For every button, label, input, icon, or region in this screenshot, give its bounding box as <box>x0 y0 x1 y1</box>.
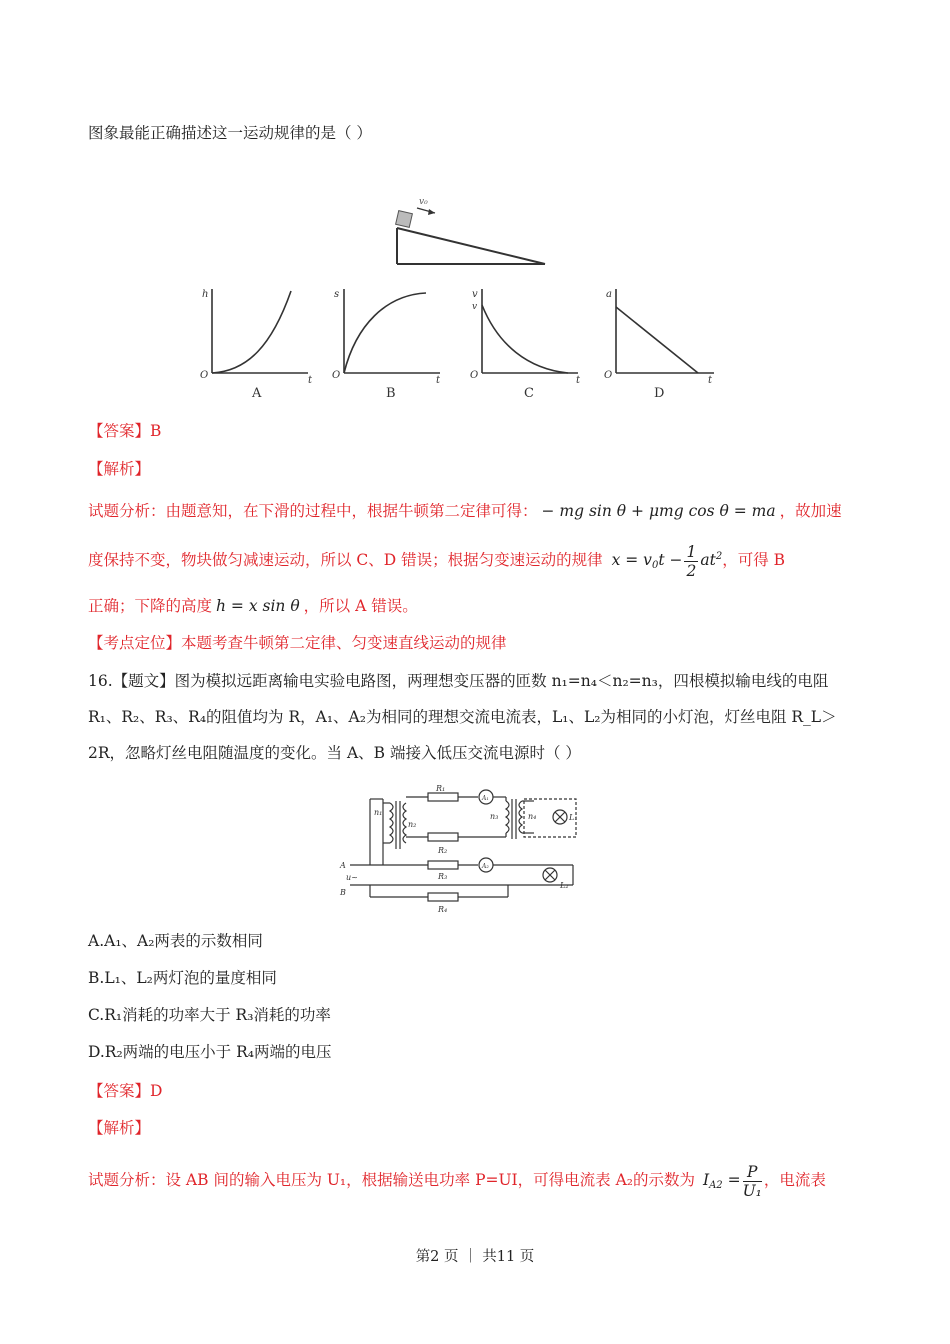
label-l2: L₂ <box>560 881 569 890</box>
label-ammeter-1: A₁ <box>482 795 489 802</box>
graph-d-line <box>616 307 698 373</box>
graph-d-letter: D <box>654 386 665 400</box>
graph-b-curve <box>344 293 426 373</box>
q15-kaodian: 【考点定位】本题考查牛顿第二定律、匀变速直线运动的规律 <box>88 634 507 652</box>
graph-d <box>602 285 727 400</box>
incline-figure <box>385 192 555 272</box>
q15-analysis-line2: 度保持不变，物块做匀减速运动，所以 C、D 错误；根据匀变速运动的规律 $x = v_0t$ − $\frac{1}{2}$ $at^2$，可得 B <box>88 542 786 580</box>
graph-b-xaxis: t <box>436 375 441 386</box>
graph-c-origin: O <box>470 370 479 381</box>
label-r3: R₃ <box>438 872 448 881</box>
formula-height: h = x sin θ <box>216 597 300 615</box>
label-r1: R₁ <box>436 785 446 793</box>
label-r4: R₄ <box>438 905 448 914</box>
circuit-diagram <box>338 785 600 915</box>
graph-d-xaxis: t <box>708 375 713 386</box>
block <box>396 211 413 228</box>
graph-d-origin: O <box>604 370 613 381</box>
label-n1: n₁ <box>374 808 383 817</box>
graph-b-yaxis: s <box>334 289 340 300</box>
graph-a-yaxis: h <box>202 289 209 300</box>
formula-current: $I_{A2}$ = $\frac{P}{\text{U₁}}$ <box>702 1162 762 1200</box>
graph-d-yaxis: a <box>606 289 612 300</box>
q16-stem-line1: 16.【题文】图为模拟远距离输电实验电路图，两理想变压器的匝数 n₁=n₄＜n₂=n₃，四根模拟输电线的电阻 <box>88 672 829 690</box>
label-n2: n₂ <box>408 820 417 829</box>
q16-option-d: D.R₂两端的电压小于 R₄两端的电压 <box>88 1043 332 1061</box>
graph-c-letter: C <box>524 386 534 400</box>
graph-a-origin: O <box>200 370 209 381</box>
graph-a-curve <box>212 291 291 373</box>
q15-analysis-line1: 试题分析：由题意知，在下滑的过程中，根据牛顿第二定律可得： − mg sin θ + μmg cos θ = ma ，故加速 <box>88 502 842 520</box>
v0-label: v₀ <box>419 197 428 207</box>
label-l1: L₁ <box>569 813 578 822</box>
label-ammeter-2: A₂ <box>482 863 489 870</box>
q16-stem-line2: R₁、R₂、R₃、R₄的阻值均为 R，A₁、A₂为相同的理想交流电流表，L₁、L₂为相同的小灯泡，灯丝电阻 R_L＞ <box>88 708 837 726</box>
label-n4: n₄ <box>528 812 537 821</box>
graph-b-origin: O <box>332 370 341 381</box>
q16-analysis-label: 【解析】 <box>88 1119 151 1137</box>
graph-a-xaxis: t <box>308 375 313 386</box>
q15-stem: 图象最能正确描述这一运动规律的是（ ） <box>88 124 372 142</box>
formula-newton: − mg sin θ + μmg cos θ = ma <box>541 502 776 520</box>
q15-analysis-label: 【解析】 <box>88 460 151 478</box>
label-n3: n₃ <box>490 812 499 821</box>
graph-a <box>198 285 318 400</box>
graph-b <box>330 285 450 400</box>
label-terminal-b: B <box>340 888 346 897</box>
label-source: u~ <box>346 873 358 882</box>
graph-c-yvalue: v <box>472 302 478 312</box>
q16-stem-line3: 2R，忽略灯丝电阻随温度的变化。当 A、B 端接入低压交流电源时（ ） <box>88 744 581 762</box>
graph-a-letter: A <box>252 386 262 400</box>
graph-b-letter: B <box>386 386 396 400</box>
q16-option-b: B.L₁、L₂两灯泡的量度相同 <box>88 969 277 987</box>
q16-analysis-line1: 试题分析：设 AB 间的输入电压为 U₁，根据输送电功率 P=UI，可得电流表 A₂的示数为 $I_{A2}$ = $\frac{P}{\text{U₁}}$ ，电流表 <box>88 1162 826 1200</box>
q16-answer: 【答案】D <box>88 1082 163 1100</box>
label-terminal-a: A <box>340 861 346 870</box>
graph-c-xaxis: t <box>576 375 581 386</box>
graph-c <box>468 285 588 400</box>
q15-answer: 【答案】B <box>88 422 162 440</box>
page-footer: 第2 页 ｜ 共11 页 <box>415 1249 535 1265</box>
label-r2: R₂ <box>438 846 448 855</box>
graph-c-yaxis: v <box>472 289 478 300</box>
formula-displacement: $x = v_0t$ − $\frac{1}{2}$ $at^2$ <box>611 542 723 580</box>
q16-option-c: C.R₁消耗的功率大于 R₃消耗的功率 <box>88 1006 331 1024</box>
q15-analysis-line3: 正确；下降的高度 h = x sin θ ，所以 A 错误。 <box>88 597 418 615</box>
graph-c-curve <box>482 305 568 373</box>
q16-option-a: A.A₁、A₂两表的示数相同 <box>88 932 263 950</box>
